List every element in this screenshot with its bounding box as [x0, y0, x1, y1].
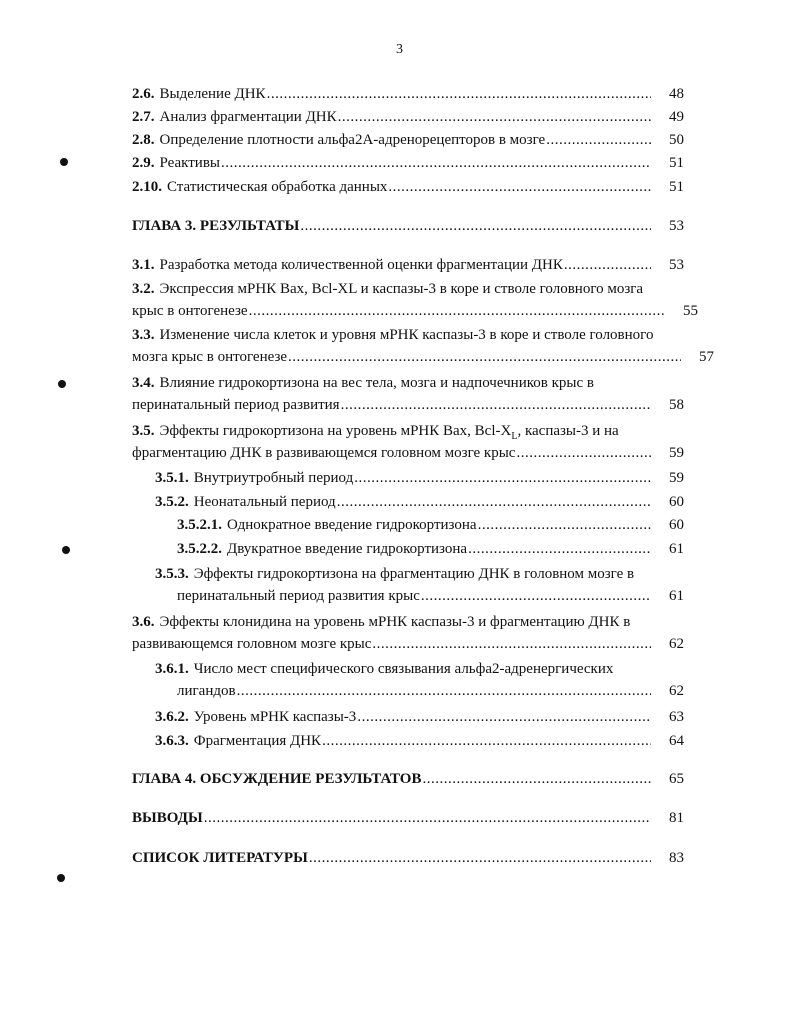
- punch-hole: [60, 158, 68, 166]
- punch-hole: [62, 546, 70, 554]
- toc-entry: 3.6. Эффекты клонидина на уровень мРНК каспазы-3 и фрагментацию ДНК в развивающемся головном мозге крыс ..... 62: [132, 611, 684, 655]
- toc-entry: 2.10. Статистическая обработка данных ..... 51: [132, 176, 684, 198]
- toc-chapter: ГЛАВА 4. ОБСУЖДЕНИЕ РЕЗУЛЬТАТОВ ..... 65: [132, 768, 684, 790]
- toc-entry: 3.5.2.2. Двукратное введение гидрокортизона ..... 61: [177, 538, 684, 560]
- toc-entry: 2.7. Анализ фрагментации ДНК ..... 49: [132, 106, 684, 128]
- toc-entry: 3.4. Влияние гидрокортизона на вес тела, мозга и надпочечников крыс в перинатальный период развития ..... 58: [132, 372, 684, 416]
- toc-entry: 3.2. Экспрессия мРНК Bax, Bcl-XL и каспазы-3 в коре и стволе головного мозга крыс в онтогенезе ..... 55: [132, 278, 691, 322]
- toc-entry: 3.5.2. Неонатальный период ..... 60: [155, 491, 684, 513]
- toc-entry: 3.6.1. Число мест специфического связывания альфа2-адренергических лигандов ..... 62: [155, 658, 684, 702]
- toc-entry: 3.6.2. Уровень мРНК каспазы-3 ..... 63: [155, 706, 684, 728]
- toc-entry: 2.8. Определение плотности альфа2А-адренорецепторов в мозге ..... 50: [132, 129, 684, 151]
- toc-entry: 2.6. Выделение ДНК ..... 48: [132, 83, 684, 105]
- punch-hole: [57, 874, 65, 882]
- toc-chapter: СПИСОК ЛИТЕРАТУРЫ ..... 83: [132, 847, 684, 869]
- toc-entry: 3.3. Изменение числа клеток и уровня мРНК каспазы-3 в коре и стволе головного мозга крыс в онтогенезе ..... 57: [132, 324, 699, 368]
- toc-chapter: ВЫВОДЫ ..... 81: [132, 807, 684, 829]
- toc-entry: 3.5. Эффекты гидрокортизона на уровень мРНК Bax, Bcl-$X_L$, каспазы-3 и на фрагментацию ДНК в развивающемся головном мозге крыс ..... 59: [132, 420, 684, 464]
- toc-chapter: ГЛАВА 3. РЕЗУЛЬТАТЫ ..... 53: [132, 215, 684, 237]
- punch-hole: [58, 380, 66, 388]
- toc-entry: 3.6.3. Фрагментация ДНК ..... 64: [155, 730, 684, 752]
- toc-entry: 3.5.1. Внутриутробный период ..... 59: [155, 467, 684, 489]
- toc-entry: 2.9. Реактивы ..... 51: [132, 152, 684, 174]
- toc-entry: 3.1. Разработка метода количественной оценки фрагментации ДНК ..... 53: [132, 254, 684, 276]
- toc-entry: 3.5.2.1. Однократное введение гидрокортизона ..... 60: [177, 514, 684, 536]
- toc-entry: 3.5.3. Эффекты гидрокортизона на фрагментацию ДНК в головном мозге в перинатальный период развития крыс ..... 61: [155, 563, 684, 607]
- page-number: 3: [396, 42, 403, 57]
